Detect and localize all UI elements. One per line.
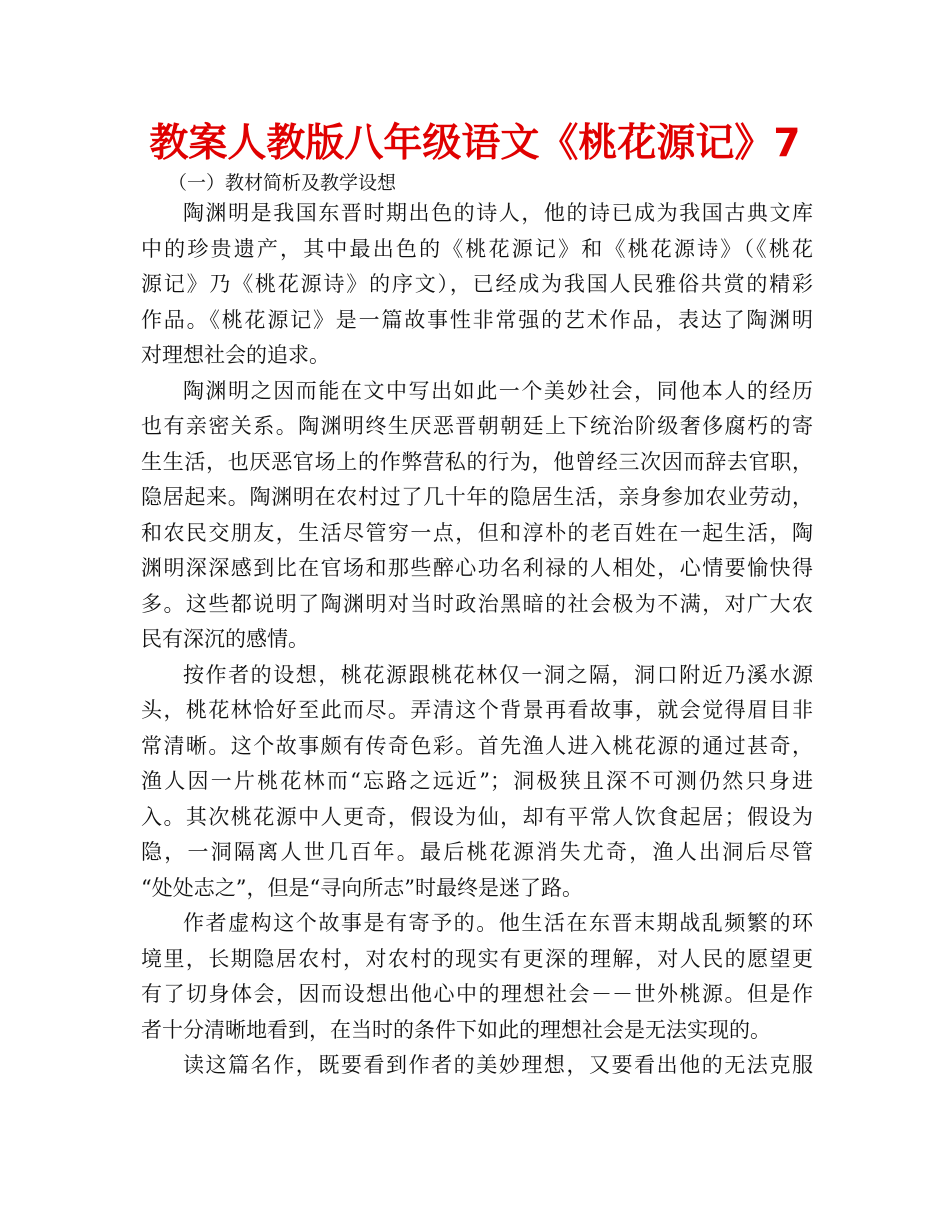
text-line: 渊明深深感到比在官场和那些醉心功名利禄的人相处，心情要愉快得 [141,556,813,580]
text-line: 常清晰。这个故事颇有传奇色彩。首先渔人进入桃花源的通过甚奇， [141,733,813,758]
text-line: 多。这些都说明了陶渊明对当时政治黑暗的社会极为不满，对广大农 [141,591,813,616]
text-line: 有了切身体会，因而设想出他心中的理想社会－－世外桃源。但是作 [141,982,813,1006]
text-line: 陶渊明之因而能在文中写出如此一个美妙社会，同他本人的经历 [183,378,813,403]
text-line: 渔人因一片桃花林而“忘路之远近”；洞极狭且深不可测仍然只身进 [141,769,813,793]
text-line: 读这篇名作，既要看到作者的美妙理想，又要看出他的无法克服 [183,1053,813,1077]
text-line: 境里，长期隐居农村，对农村的现实有更深的理解，对人民的愿望更 [141,946,813,971]
text-line: 隐居起来。陶渊明在农村过了几十年的隐居生活，亲身参加农业劳动， [141,485,813,509]
text-line: 和农民交朋友，生活尽管穷一点，但和淳朴的老百姓在一起生活，陶 [141,520,813,545]
document-title: 教案人教版八年级语文《桃花源记》7 [149,121,801,166]
text-line: 头，桃花林恰好至此而尽。弄清这个背景再看故事，就会觉得眉目非 [141,698,813,722]
text-line: 陶渊明是我国东晋时期出色的诗人，他的诗已成为我国古典文库 [183,201,813,225]
text-line: 源记》乃《桃花源诗》的序文），已经成为我国人民雅俗共赏的精彩 [141,272,813,296]
text-line: 也有亲密关系。陶渊明终生厌恶晋朝朝廷上下统治阶级奢侈腐朽的寄 [141,414,813,438]
text-line: 按作者的设想，桃花源跟桃花林仅一洞之隔，洞口附近乃溪水源 [183,662,813,687]
text-line: 作者虚构这个故事是有寄予的。他生活在东晋末期战乱频繁的环 [183,911,813,935]
text-line: 隐，一洞隔离人世几百年。最后桃花源消失尤奇，渔人出洞后尽管 [141,840,813,864]
text-line: 对理想社会的追求。 [141,343,330,367]
text-line: “处处志之”，但是“寻向所志”时最终是迷了路。 [141,875,583,900]
text-line: 者十分清晰地看到，在当时的条件下如此的理想社会是无法实现的。 [141,1017,771,1042]
text-line: 作品。《桃花源记》是一篇故事性非常强的艺术作品，表达了陶渊明 [141,307,813,332]
text-line: 生生活，也厌恶官场上的作弊营私的行为，他曾经三次因而辞去官职， [141,449,813,474]
text-line: 入。其次桃花源中人更奇，假设为仙，却有平常人饮食起居；假设为 [141,804,813,829]
text-line: 民有深沉的感情。 [141,627,309,651]
text-line: 中的珍贵遗产，其中最出色的《桃花源记》和《桃花源诗》（《桃花 [141,236,813,261]
document-body [141,196,813,1084]
section-heading: （一）教材简析及教学设想 [168,172,397,194]
